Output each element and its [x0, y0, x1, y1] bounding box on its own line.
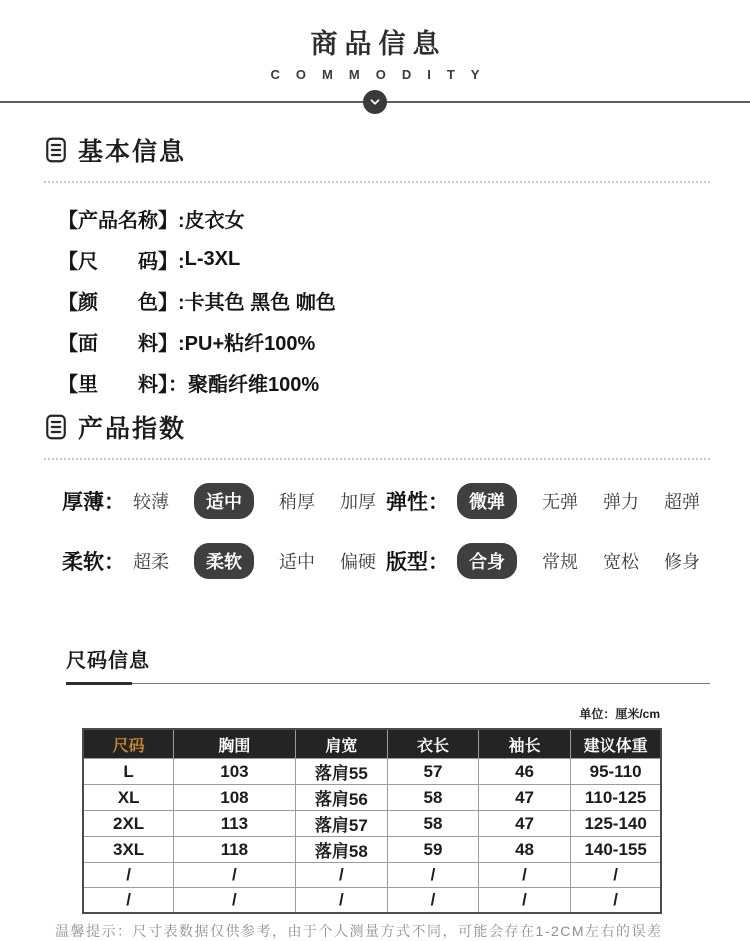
- cell: 落肩58: [295, 837, 387, 863]
- spec-value: 皮衣女: [184, 209, 245, 232]
- index-label: 弹性：: [386, 490, 449, 514]
- spec-value: 聚酯纤维100%: [188, 373, 320, 396]
- index-option: 无弹: [542, 491, 578, 512]
- product-index-grid: [62, 484, 700, 578]
- spec-row-fabric: [58, 321, 750, 362]
- index-option: 弹力: [603, 491, 639, 512]
- cell: /: [388, 888, 479, 913]
- size-table-row-L: [83, 759, 661, 785]
- index-option: 偏硬: [340, 551, 376, 572]
- dotted-separator: [44, 458, 710, 460]
- cell: /: [478, 888, 570, 913]
- index-options: [133, 483, 376, 519]
- cell: 落肩55: [295, 759, 387, 785]
- spec-value: 卡其色 黑色 咖色: [184, 291, 336, 314]
- size-title-underline: [66, 682, 710, 685]
- index-options: [457, 543, 700, 579]
- document-icon: [46, 414, 66, 440]
- cell: XL: [83, 785, 174, 811]
- size-info-title: 尺码信息: [66, 649, 150, 672]
- index-option: 稍厚: [279, 491, 315, 512]
- header-divider: [0, 90, 750, 116]
- cell: 46: [478, 759, 570, 785]
- size-table: [82, 728, 662, 914]
- cell: 落肩56: [295, 785, 387, 811]
- product-index-section-header: [46, 409, 750, 445]
- cell: 47: [478, 811, 570, 837]
- cell: 3XL: [83, 837, 174, 863]
- cell: 110-125: [571, 785, 661, 811]
- cell: /: [174, 863, 295, 888]
- cell: L: [83, 759, 174, 785]
- size-table-row-empty: [83, 888, 661, 913]
- size-table-header-row: [83, 729, 661, 759]
- cell: /: [83, 888, 174, 913]
- index-option: 常规: [542, 551, 578, 572]
- cell: /: [83, 863, 174, 888]
- dotted-separator: [44, 181, 710, 183]
- size-table-row-empty: [83, 863, 661, 888]
- cell: 59: [388, 837, 479, 863]
- index-option: 超柔: [133, 551, 169, 572]
- cell: 108: [174, 785, 295, 811]
- cell: 落肩57: [295, 811, 387, 837]
- col-header-sleeve: 袖长: [478, 729, 570, 759]
- col-header-bust: 胸围: [174, 729, 295, 759]
- col-header-size: 尺码: [83, 729, 174, 759]
- cell: /: [388, 863, 479, 888]
- index-group-thickness: [62, 484, 376, 518]
- index-label: 版型：: [386, 550, 449, 574]
- cell: 125-140: [571, 811, 661, 837]
- index-label: 厚薄：: [62, 490, 125, 514]
- cell: 118: [174, 837, 295, 863]
- product-index-title: 产品指数: [78, 414, 187, 443]
- size-table-row-XL: [83, 785, 661, 811]
- index-option: 适中: [279, 551, 315, 572]
- size-info-section-header: [66, 644, 710, 685]
- cell: 103: [174, 759, 295, 785]
- spec-value: L-3XL: [184, 247, 241, 270]
- spec-label: 【产品名称】:: [58, 209, 185, 232]
- basic-info-section-header: [46, 132, 750, 168]
- index-group-fit: [386, 544, 700, 578]
- cell: 57: [388, 759, 479, 785]
- underline-thick-segment: [66, 682, 132, 685]
- cell: /: [295, 888, 387, 913]
- cell: /: [295, 863, 387, 888]
- cell: 58: [388, 785, 479, 811]
- col-header-length: 衣长: [388, 729, 479, 759]
- cell: 47: [478, 785, 570, 811]
- index-option-selected: 合身: [457, 543, 517, 579]
- index-option: 较薄: [133, 491, 169, 512]
- spec-row-product-name: [58, 198, 750, 239]
- cell: 113: [174, 811, 295, 837]
- chevron-down-icon: [363, 90, 387, 114]
- index-option-selected: 微弹: [457, 483, 517, 519]
- spec-list: [58, 198, 750, 403]
- index-option-selected: 适中: [194, 483, 254, 519]
- page-subtitle: COMMODITY: [270, 66, 496, 82]
- index-option: 加厚: [340, 491, 376, 512]
- cell: 2XL: [83, 811, 174, 837]
- spec-row-size: [58, 239, 750, 280]
- cell: /: [478, 863, 570, 888]
- cell: 95-110: [571, 759, 661, 785]
- size-table-row-3XL: [83, 837, 661, 863]
- index-option: 修身: [664, 551, 700, 572]
- col-header-weight: 建议体重: [571, 729, 661, 759]
- index-group-softness: [62, 544, 376, 578]
- underline-thin-segment: [132, 683, 710, 684]
- cell: 48: [478, 837, 570, 863]
- spec-row-lining: [58, 362, 750, 403]
- cell: 58: [388, 811, 479, 837]
- index-options: [457, 483, 700, 519]
- spec-row-color: [58, 280, 750, 321]
- index-option: 超弹: [664, 491, 700, 512]
- index-label: 柔软：: [62, 550, 125, 574]
- document-icon: [46, 137, 66, 163]
- spec-label: 【里 料】：: [58, 373, 188, 396]
- cell: /: [571, 888, 661, 913]
- spec-label: 【颜 色】:: [58, 291, 185, 314]
- col-header-shoulder: 肩宽: [295, 729, 387, 759]
- basic-info-title: 基本信息: [78, 137, 187, 166]
- page-header: [0, 0, 750, 116]
- index-options: [133, 543, 376, 579]
- cell: /: [174, 888, 295, 913]
- page-title: 商品信息: [310, 29, 447, 59]
- index-group-elasticity: [386, 484, 700, 518]
- spec-label: 【面 料】:: [58, 332, 185, 355]
- size-table-row-2XL: [83, 811, 661, 837]
- cell: 140-155: [571, 837, 661, 863]
- index-option: 宽松: [603, 551, 639, 572]
- size-note: 温馨提示：尺寸表数据仅供参考，由于个人测量方式不同，可能会存在1-2CM左右的误差: [55, 922, 663, 939]
- spec-value: PU+粘纤100%: [184, 332, 316, 355]
- cell: /: [571, 863, 661, 888]
- index-option-selected: 柔软: [194, 543, 254, 579]
- spec-label: 【尺 码】:: [58, 250, 185, 273]
- unit-label: 单位：厘米/cm: [579, 706, 660, 721]
